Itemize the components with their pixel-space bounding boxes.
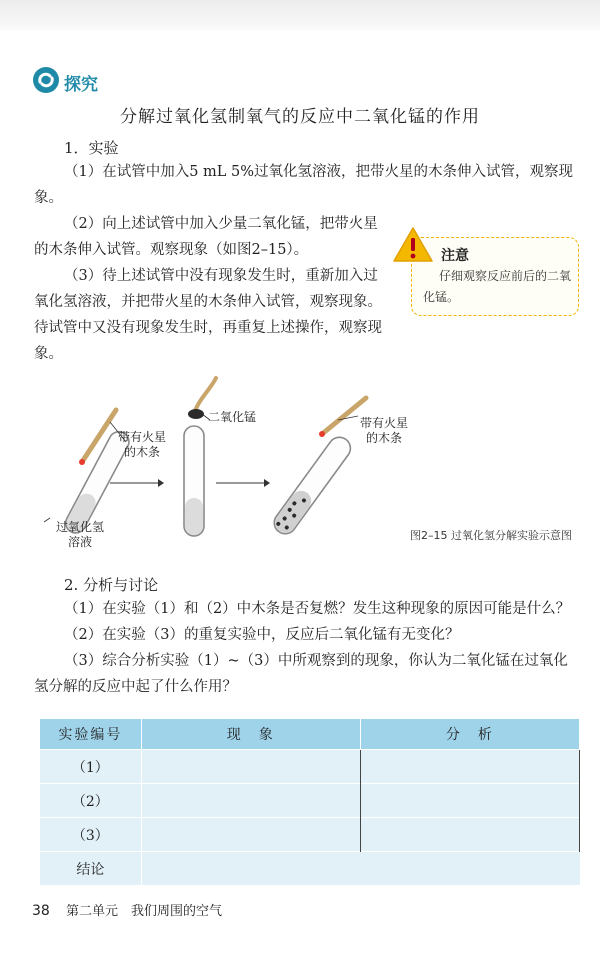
mno2-powder-spoon	[188, 409, 204, 419]
test-tube-2	[184, 426, 204, 536]
header-experiment-no: 实验编号	[40, 719, 141, 750]
row-label: （1）	[40, 750, 141, 784]
discussion-question-2: （2）在实验（3）的重复实验中，反应后二氧化锰有无变化？	[64, 627, 460, 643]
label-h2o2: 过氧化氢 溶液	[56, 520, 105, 549]
figure-caption: 图2–15 过氧化氢分解实验示意图	[410, 529, 572, 542]
note-text: 仔细观察反应前后的二氧化锰。	[423, 269, 572, 304]
discussion-heading: 2. 分析与讨论	[64, 576, 159, 594]
conclusion-cell[interactable]	[141, 852, 579, 886]
explore-icon	[32, 66, 60, 94]
unit-title: 第二单元 我们周围的空气	[65, 904, 222, 919]
ember-1	[79, 459, 85, 465]
discussion-question-3: （3）综合分析实验（1）~（3）中所观察到的现象，你认为二氧化锰在过氧化氢分解的反应中起了什么作用？	[34, 653, 568, 695]
observation-cell[interactable]	[141, 750, 360, 784]
table-header-row	[40, 719, 580, 750]
conclusion-label: 结论	[40, 852, 141, 886]
table-row	[40, 784, 580, 818]
table-row	[40, 750, 580, 784]
analysis-cell[interactable]	[360, 750, 579, 784]
label-mno2: 二氧化锰	[208, 410, 257, 424]
page-top-band	[0, 0, 600, 30]
analysis-cell[interactable]	[360, 818, 579, 852]
observation-cell[interactable]	[141, 784, 360, 818]
experiment-step-1: （1）在试管中加入5 mL 5%过氧化氢溶液，把带火星的木条伸入试管，观察现象。	[34, 164, 574, 206]
header-analysis: 分 析	[360, 719, 579, 750]
page-footer	[32, 900, 222, 919]
results-table	[40, 719, 580, 885]
discussion-question-1: （1）在实验（1）和（2）中木条是否复燃？发生这种现象的原因可能是什么？	[64, 601, 571, 617]
spatula	[194, 378, 216, 414]
observation-cell[interactable]	[141, 818, 360, 852]
label-splint-1: 带有火星 的木条	[118, 430, 167, 459]
experiment-step-3: （3）待上述试管中没有现象发生时，重新加入过氧化氢溶液，并把带火星的木条伸入试管，观察现象。待试管中又没有现象发生时，再重复上述操作，观察现象。	[34, 268, 382, 362]
page-title: 分解过氧化氢制氧气的反应中二氧化锰的作用	[120, 107, 480, 127]
test-tube-3	[270, 433, 355, 538]
header-observation: 现 象	[141, 719, 360, 750]
experiment-step-2: （2）向上述试管中加入少量二氧化锰，把带火星的木条伸入试管。观察现象（如图2–15）。	[34, 216, 378, 258]
table-row	[40, 818, 580, 852]
page-number: 38	[32, 903, 50, 919]
analysis-cell[interactable]	[360, 784, 579, 818]
warning-icon	[392, 226, 434, 264]
label-splint-2: 带有火星 的木条	[360, 416, 409, 445]
note-title: 注意	[441, 248, 469, 264]
section-label: 探究	[64, 75, 98, 95]
table-row-conclusion	[40, 852, 580, 886]
ember-2	[319, 431, 325, 437]
row-label: （2）	[40, 784, 141, 818]
experiment-heading: 1．实验	[64, 139, 119, 157]
row-label: （3）	[40, 818, 141, 852]
